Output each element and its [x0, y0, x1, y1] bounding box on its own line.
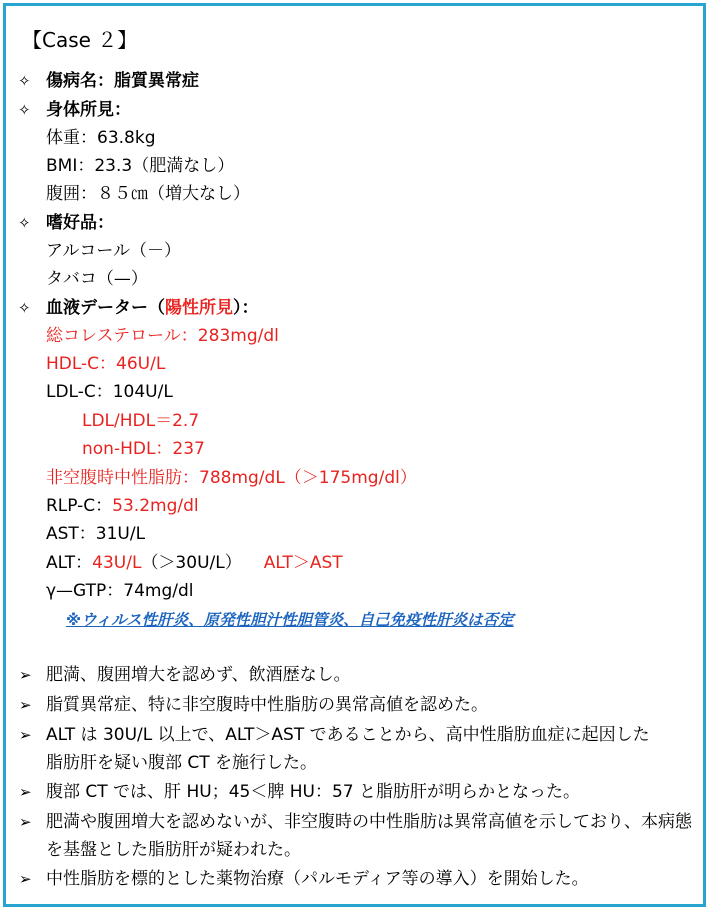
exclusion-note: ※ウィルス性肝炎、原発性胆汁性胆管炎、自己免疫性肝炎は否定: [66, 611, 514, 629]
rlp-value: 53.2mg/dl: [112, 496, 199, 516]
alcohol-text: アルコール（－）: [46, 241, 181, 261]
finding-line: 中性脂肪を標的とした薬物治療（パルモディア等の導入）を開始した。: [46, 869, 589, 889]
finding-line: を基盤とした脂肪肝が疑われた。: [46, 840, 301, 860]
diamond-star-icon: ✧: [18, 299, 31, 317]
diagnosis-label: 傷病名：脂質異常症: [46, 71, 199, 91]
ggtp-text: γ—GTP：74mg/dl: [46, 581, 194, 601]
finding-line: ALT は 30U/L 以上で、ALT＞AST であることから、高中性脂肪血症に起因した: [46, 725, 650, 745]
finding-line: 脂質異常症、特に非空腹時中性脂肪の異常高値を認めた。: [46, 695, 488, 715]
alt-label: ALT：: [46, 553, 93, 573]
rlp-row: [46, 495, 199, 517]
finding-line: 肥満や腹囲増大を認めないが、非空腹時の中性脂肪は異常高値を示しており、本病態: [46, 812, 692, 832]
finding-line: 腹部 CT では、肝 HU；45＜脾 HU：57 と脂肪肝が明らかとなった。: [46, 782, 580, 802]
rlp-label: RLP-C：: [46, 496, 113, 516]
weight-text: 体重：63.8kg: [46, 128, 156, 148]
finding-line: 脂肪肝を疑い腹部 CT を施行した。: [46, 753, 318, 773]
triglyceride-text: 非空腹時中性脂肪：788mg/dL（＞175mg/dl）: [46, 468, 417, 488]
arrowhead-icon: ➢: [19, 783, 32, 801]
diamond-star-icon: ✧: [18, 214, 31, 232]
alt-value: 43U/L: [92, 553, 142, 573]
non-hdl-text: non-HDL：237: [82, 439, 205, 459]
blood-label: [46, 297, 259, 319]
bmi-text: BMI：23.3（肥満なし）: [46, 156, 235, 176]
blood-label-suffix: ）：: [233, 298, 259, 318]
diamond-star-icon: ✧: [18, 101, 31, 119]
alt-ast-comparison: ALT＞AST: [263, 553, 343, 573]
blood-label-prefix: 血液データー（: [46, 298, 165, 318]
ldl-hdl-ratio-text: LDL/HDL＝2.7: [82, 411, 200, 431]
alt-reference: （＞30U/L）: [141, 553, 242, 573]
positive-findings-label: 陽性所見: [165, 298, 233, 318]
arrowhead-icon: ➢: [19, 726, 32, 744]
arrowhead-icon: ➢: [19, 870, 32, 888]
ast-text: AST：31U/L: [46, 524, 146, 544]
total-cholesterol-text: 総コレステロール：283mg/dl: [46, 326, 279, 346]
tobacco-text: タバコ（—）: [46, 269, 148, 289]
arrowhead-icon: ➢: [19, 813, 32, 831]
finding-line: 肥満、腹囲増大を認めず、飲酒歴なし。: [46, 665, 351, 685]
hdl-text: HDL-C：46U/L: [46, 354, 166, 374]
waist-text: 腹囲：８５㎝（増大なし）: [46, 184, 250, 204]
ldl-text: LDL-C：104U/L: [46, 382, 173, 402]
physical-label: 身体所見：: [46, 100, 131, 120]
habits-label: 嗜好品：: [46, 213, 114, 233]
diamond-star-icon: ✧: [18, 72, 31, 90]
alt-row: [46, 552, 343, 574]
arrowhead-icon: ➢: [19, 696, 32, 714]
case-title: 【Case ２】: [22, 28, 138, 52]
arrowhead-icon: ➢: [19, 666, 32, 684]
